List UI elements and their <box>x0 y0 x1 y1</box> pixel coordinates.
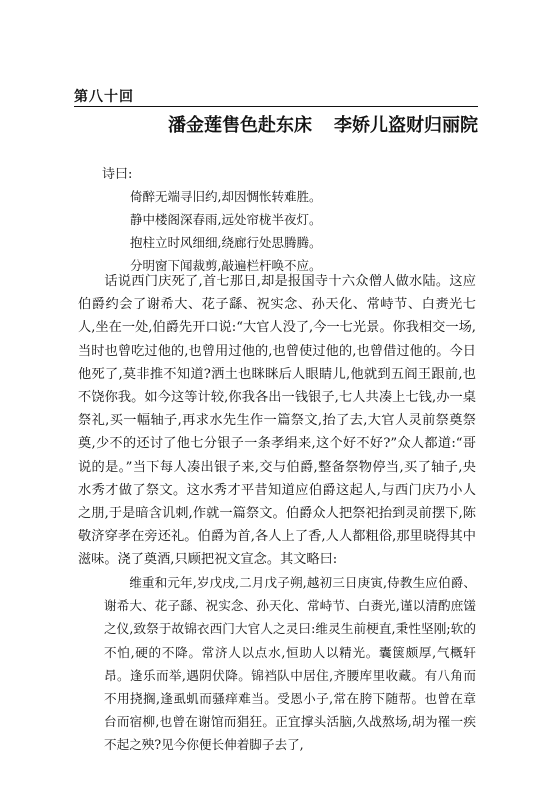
eulogy-paragraph: 维重和元年,岁戊戌,二月戊子朔,越初三日庚寅,侍教生应伯爵、谢希大、花子繇、祝实念、孙天化、常峙节、白赉光,谨以清酌庶馐之仪,致祭于故锦衣西门大官人之灵曰:维灵生前梗直,秉性坚刚;软的不怕,硬的不降。常济人以点水,恒助人以精光。囊箧颇厚,气概轩昂。逢乐而举,遇阴伏降。锦裆队中居住,齐腰库里收藏。有八角而不用挠搁,逢虱虮而骚痒难当。受恩小子,常在胯下随帮。也曾在章台而宿柳,也曾在谢馆而猖狂。正宜撑头活脑,久战熬场,胡为罹一疾不起之殃?见今你便长伸着脚子去了, <box>104 575 476 753</box>
poem <box>130 185 321 277</box>
poem-line: 倚醉无端寻旧约,却因惆怅转难胜。 <box>130 189 322 204</box>
body-text <box>78 270 476 572</box>
header-rule <box>74 106 478 107</box>
body-paragraph: 话说西门庆死了,首七那日,却是报国寺十六众僧人做水陆。这应伯爵约会了谢希大、花子繇、祝实念、孙天化、常峙节、白赉光七人,坐在一处,伯爵先开口说:“大官人没了,今一七光景。你我相交一场,当时也曾吃过他的,也曾用过他的,也曾使过他的,也曾借过他的。今日他死了,莫非推不知道?洒土也眯眯后人眼睛儿,他就到五阎王跟前,也不饶你我。如今这等计较,你我各出一钱银子,七人共凑上七钱,办一桌祭礼,买一幅轴子,再求水先生作一篇祭文,抬了去,大官人灵前祭奠祭奠,少不的还讨了他七分银子一条孝绢来,这个好不好?”众人都道:“哥说的是。”当下每人凑出银子来,交与伯爵,整备祭物停当,买了轴子,央水秀才做了祭文。这水秀才平昔知道应伯爵这起人,与西门庆乃小人之朋,于是暗含讥刺,作就一篇祭文。伯爵众人把祭祀抬到灵前摆下,陈敬济穿孝在旁还礼。伯爵为首,各人上了香,人人都粗俗,那里晓得其中滋味。浇了奠酒,只顾把祝文宣念。其文略曰: <box>78 274 476 568</box>
chapter-title-part2: 李娇儿盗财归丽院 <box>334 115 478 136</box>
poem-label: 诗曰: <box>102 167 133 182</box>
eulogy-text <box>104 571 476 757</box>
poem-line: 分明窗下闻裁剪,敲遍栏杆唤不应。 <box>130 258 322 273</box>
chapter-label: 第八十回 <box>74 89 134 105</box>
poem-line: 静中楼阁深春雨,远处帘栊半夜灯。 <box>130 212 322 227</box>
poem-line: 抱柱立时风细细,绕廊行处思腾腾。 <box>130 235 322 250</box>
chapter-title <box>168 111 478 137</box>
chapter-title-part1: 潘金莲售色赴东床 <box>168 115 312 136</box>
